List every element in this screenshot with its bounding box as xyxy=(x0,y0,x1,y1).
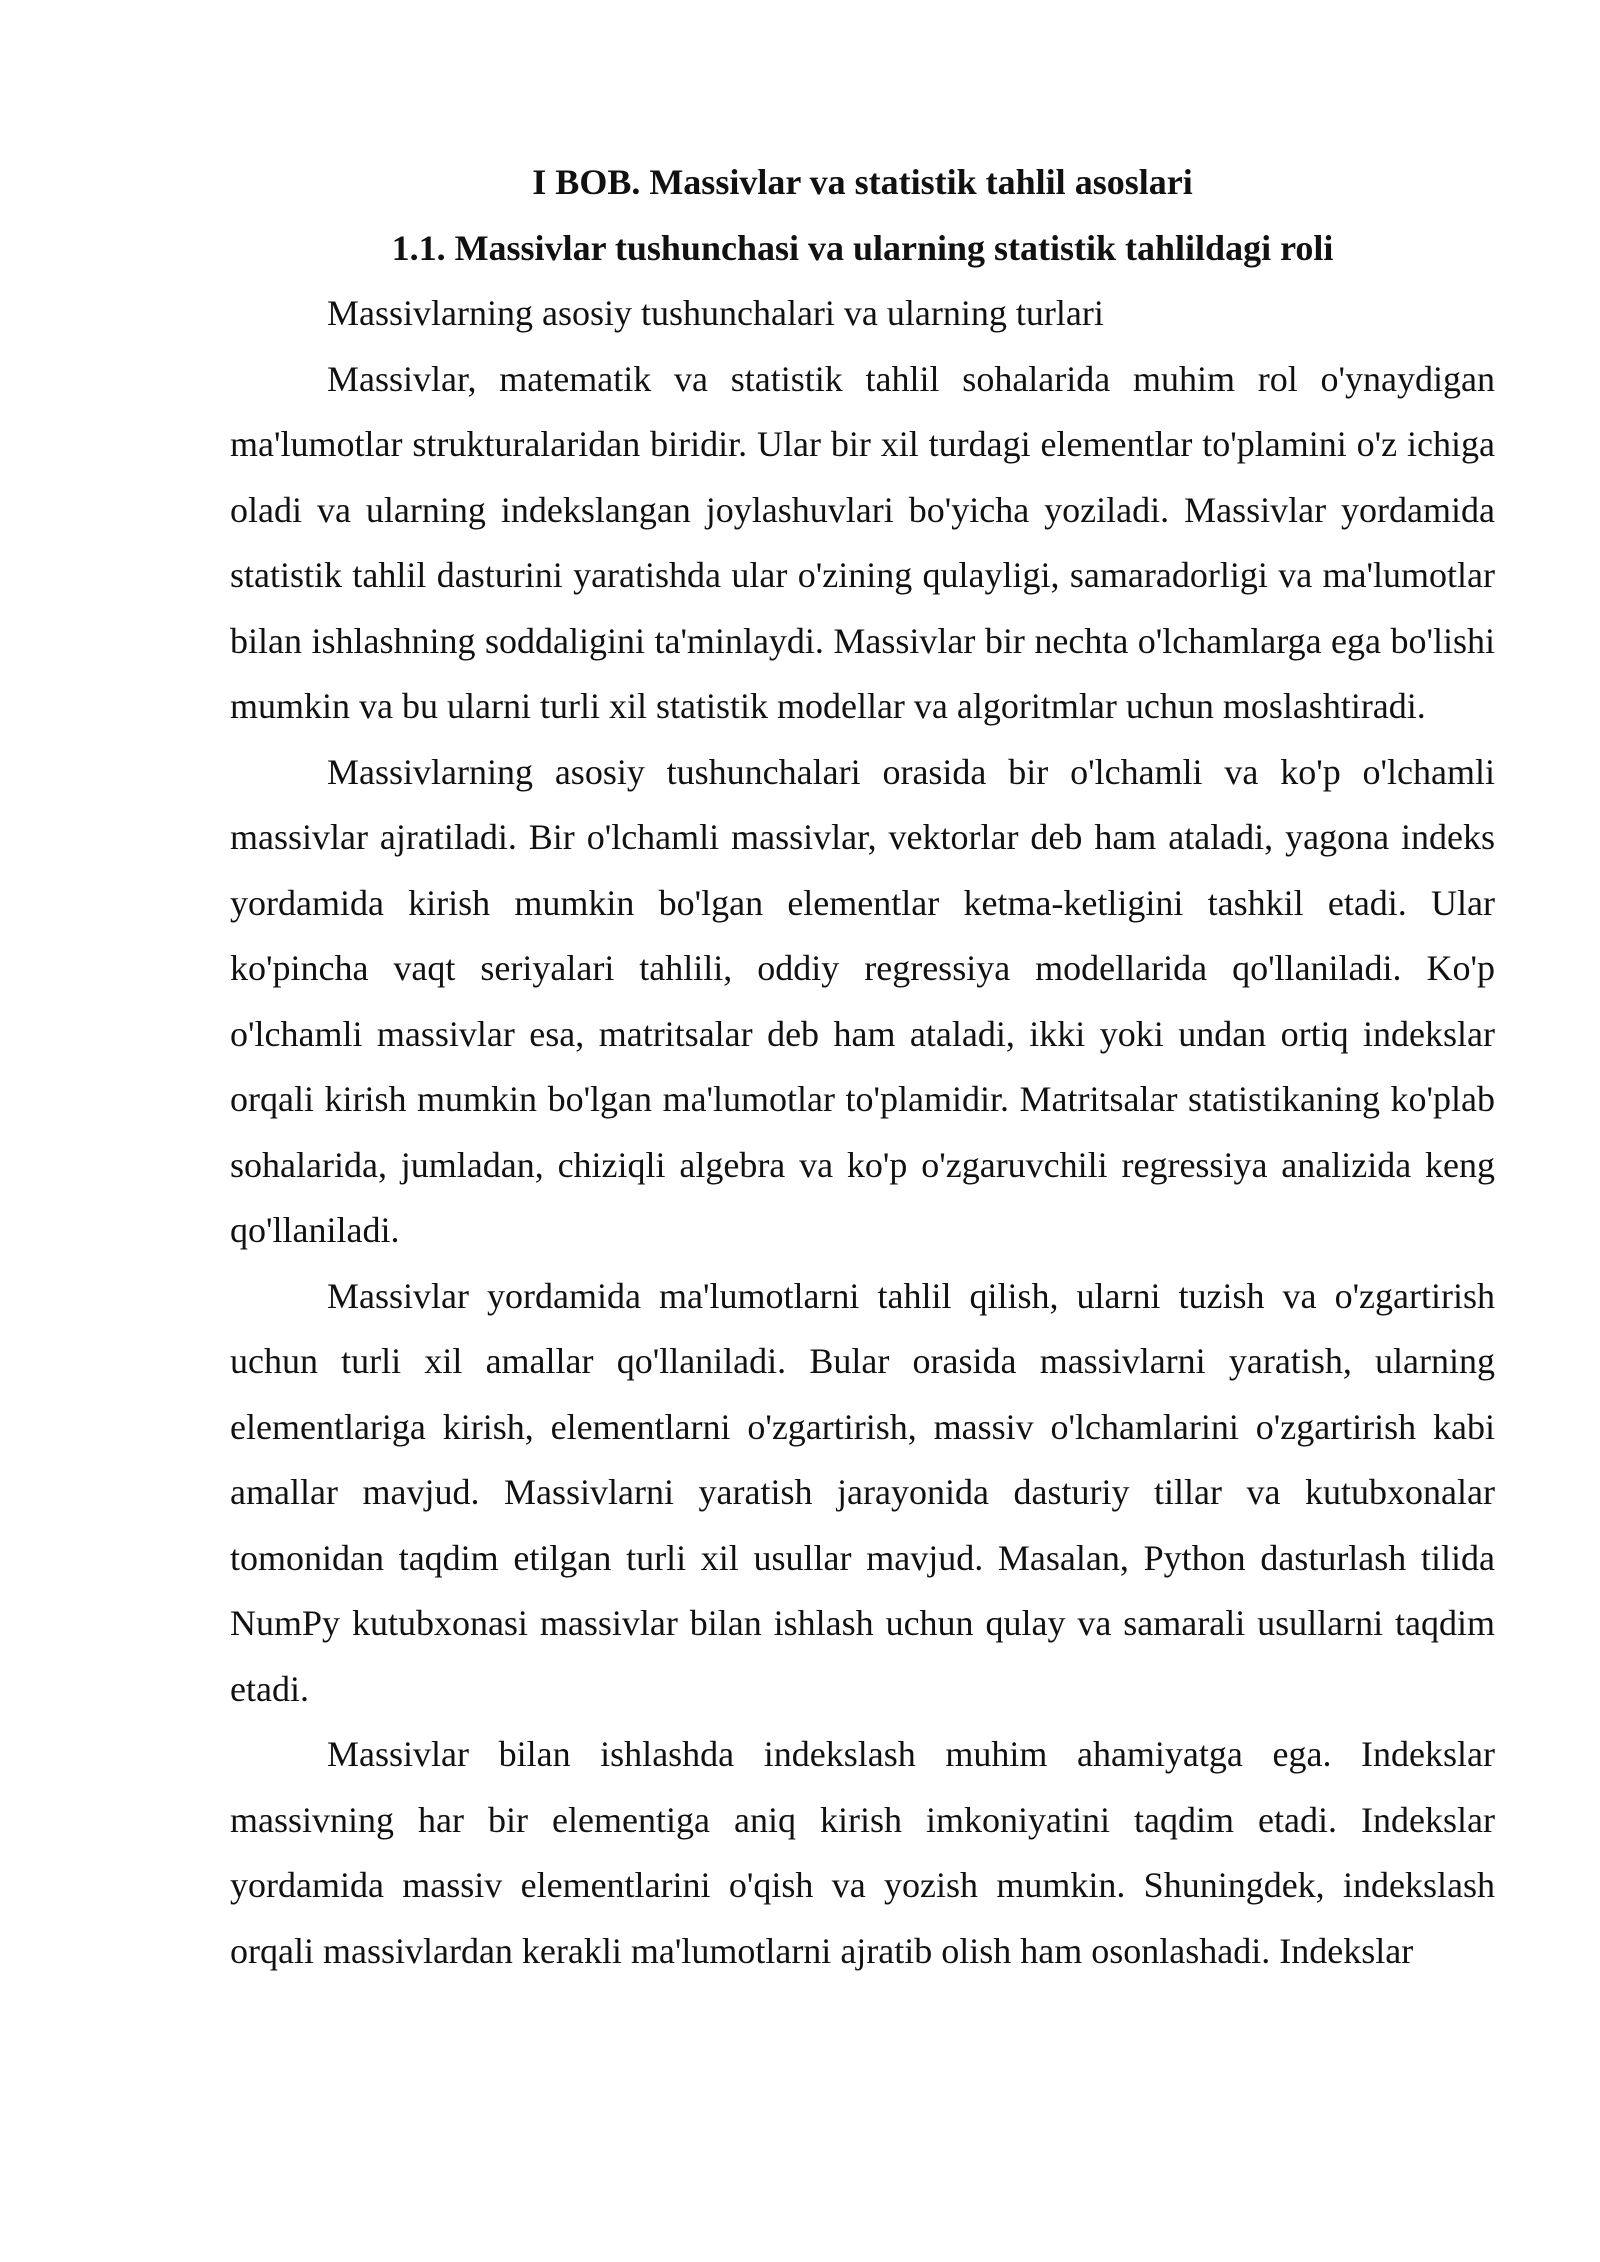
subsection-heading: Massivlarning asosiy tushunchalari va ularning turlari xyxy=(327,293,1104,333)
paragraph-1: Massivlar, matematik va statistik tahlil sohalarida muhim rol o'ynaydigan ma'lumotlar strukturalaridan biridir. Ular bir xil turdagi elementlar to'plamini o'z ichiga oladi va ularning indekslangan joylashuvlari bo'yicha yoziladi. Massivlar yordamida statistik tahlil dasturini yaratishda ular o'zining qulayligi, samaradorligi va ma'lumotlar bilan ishlashning soddaligini ta'minlaydi. Massivlar bir nechta o'lchamlarga ega bo'lishi mumkin va bu ularni turli xil statistik modellar va algoritmlar uchun moslashtiradi. xyxy=(230,358,1495,726)
paragraph-3: Massivlar yordamida ma'lumotlarni tahlil qilish, ularni tuzish va o'zgartirish uchun turli xil amallar qo'llaniladi. Bular orasida massivlarni yaratish, ularning elementlariga kirish, elementlarni o'zgartirish, massiv o'lchamlarini o'zgartirish kabi amallar mavjud. Massivlarni yaratish jarayonida dasturiy tillar va kutubxonalar tomonidan taqdim etilgan turli xil usullar mavjud. Masalan, Python dasturlash tilida NumPy kutubxonasi massivlar bilan ishlash uchun qulay va samarali usullarni taqdim etadi. xyxy=(230,1275,1495,1709)
chapter-title: I BOB. Massivlar va statistik tahlil asoslari xyxy=(532,162,1193,202)
paragraph-4: Massivlar bilan ishlashda indekslash muhim ahamiyatga ega. Indekslar massivning har bir elementiga aniq kirish imkoniyatini taqdim etadi. Indekslar yordamida massiv elementlarini o'qish va yozish mumkin. Shuningdek, indekslash orqali massivlardan kerakli ma'lumotlarni ajratib olish ham osonlashadi. Indekslar xyxy=(230,1734,1495,1971)
paragraph-2: Massivlarning asosiy tushunchalari orasida bir o'lchamli va ko'p o'lchamli massivlar ajratiladi. Bir o'lchamli massivlar, vektorlar deb ham ataladi, yagona indeks yordamida kirish mumkin bo'lgan elementlar ketma-ketligini tashkil etadi. Ular ko'pincha vaqt seriyalari tahlili, oddiy regressiya modellarida qo'llaniladi. Ko'p o'lchamli massivlar esa, matritsalar deb ham ataladi, ikki yoki undan ortiq indekslar orqali kirish mumkin bo'lgan ma'lumotlar to'plamidir. Matritsalar statistikaning ko'plab sohalarida, jumladan, chiziqli algebra va ko'p o'zgaruvchili regressiya analizida keng qo'llaniladi. xyxy=(230,751,1495,1250)
document-page xyxy=(230,150,1495,1984)
section-title: 1.1. Massivlar tushunchasi va ularning statistik tahlildagi roli xyxy=(391,227,1334,268)
